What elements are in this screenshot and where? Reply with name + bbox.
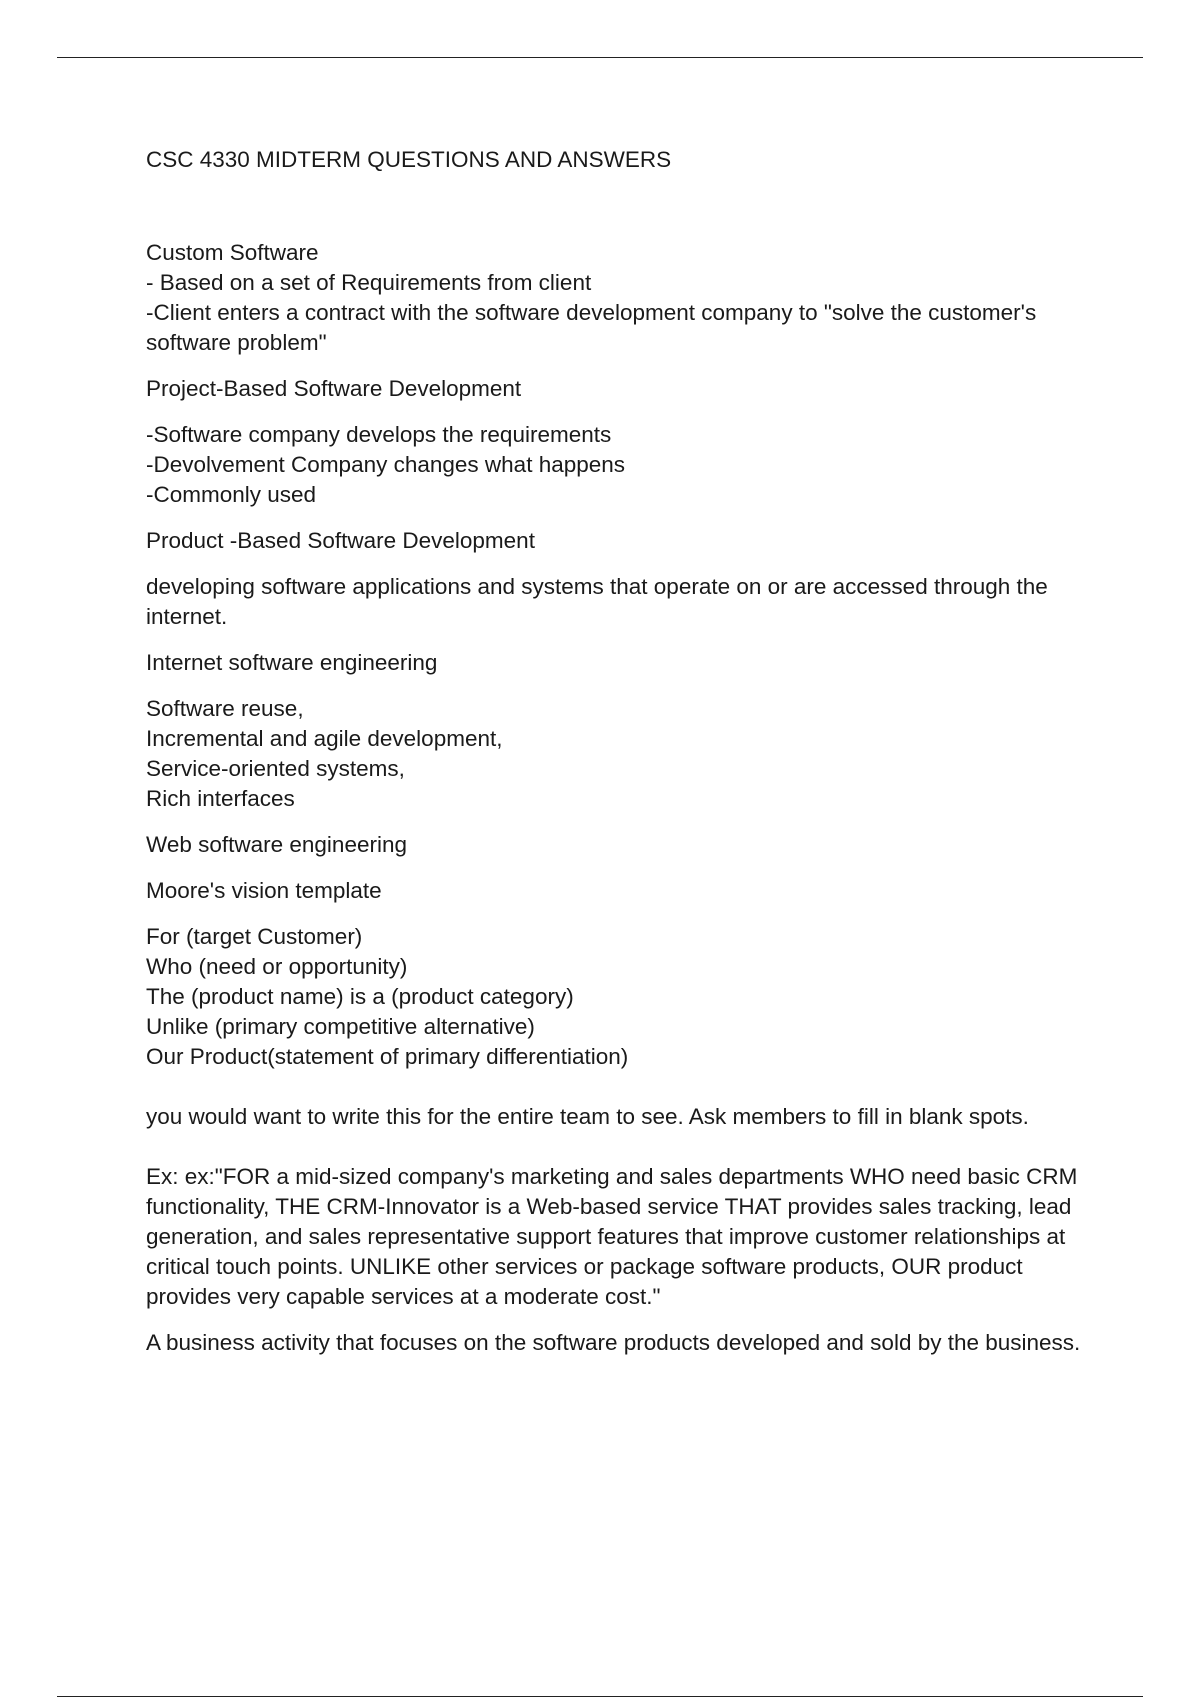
definition-line: -Commonly used xyxy=(146,482,317,507)
term-text: Product -Based Software Development xyxy=(146,528,535,553)
definition-line: Unlike (primary competitive alternative) xyxy=(146,1014,535,1039)
definition-line: Incremental and agile development, xyxy=(146,726,503,751)
definition-line: - Based on a set of Requirements from client xyxy=(146,270,592,295)
term-internet-se xyxy=(146,648,1106,678)
definition-moore-vision xyxy=(146,922,1106,1072)
term-custom-software xyxy=(146,238,1106,358)
term-project-based xyxy=(146,374,1106,404)
term-text: Web software engineering xyxy=(146,832,407,857)
term-product-based xyxy=(146,526,1106,556)
definition-line: -Devolvement Company changes what happens xyxy=(146,452,626,477)
top-rule xyxy=(57,57,1143,58)
document-body xyxy=(146,145,1106,1358)
definition-project-based xyxy=(146,420,1106,510)
term-moore-vision xyxy=(146,876,1106,906)
definition-line: A business activity that focuses on the software products developed and sold by the business. xyxy=(146,1330,1081,1355)
note-paragraph xyxy=(146,1102,1106,1132)
example-text: Ex: ex:"FOR a mid-sized company's marketing and sales departments WHO need basic CRM functionality, THE CRM-Innovator is a Web-based service THAT provides sales tracking, lead generation, and sales representative support features that improve customer relationships at critical touch points. UNLIKE other services or package software products, OUR product provides very capable services at a moderate cost." xyxy=(146,1164,1078,1309)
term-text: Project-Based Software Development xyxy=(146,376,522,401)
definition-line: Who (need or opportunity) xyxy=(146,954,408,979)
term-text: Moore's vision template xyxy=(146,878,382,903)
definition-internet-se xyxy=(146,694,1106,814)
term-web-se xyxy=(146,830,1106,860)
definition-line: developing software applications and systems that operate on or are accessed through the internet. xyxy=(146,574,1048,629)
definition-line: Rich interfaces xyxy=(146,786,295,811)
definition-line: -Client enters a contract with the software development company to "solve the customer's software problem" xyxy=(146,300,1037,355)
definition-line: Software reuse, xyxy=(146,696,304,721)
bottom-rule xyxy=(57,1696,1143,1697)
definition-line: -Software company develops the requirements xyxy=(146,422,612,447)
definition-line: For (target Customer) xyxy=(146,924,363,949)
example-paragraph xyxy=(146,1162,1106,1312)
term-text: Internet software engineering xyxy=(146,650,438,675)
definition-product-based xyxy=(146,572,1106,632)
note-text: you would want to write this for the entire team to see. Ask members to fill in blank spots. xyxy=(146,1104,1029,1129)
definition-line: The (product name) is a (product category) xyxy=(146,984,574,1009)
definition-line: Service-oriented systems, xyxy=(146,756,405,781)
definition-line: Our Product(statement of primary differentiation) xyxy=(146,1044,629,1069)
definition-business-activity xyxy=(146,1328,1106,1358)
term-text: Custom Software xyxy=(146,240,319,265)
document-title: CSC 4330 MIDTERM QUESTIONS AND ANSWERS xyxy=(146,147,672,172)
